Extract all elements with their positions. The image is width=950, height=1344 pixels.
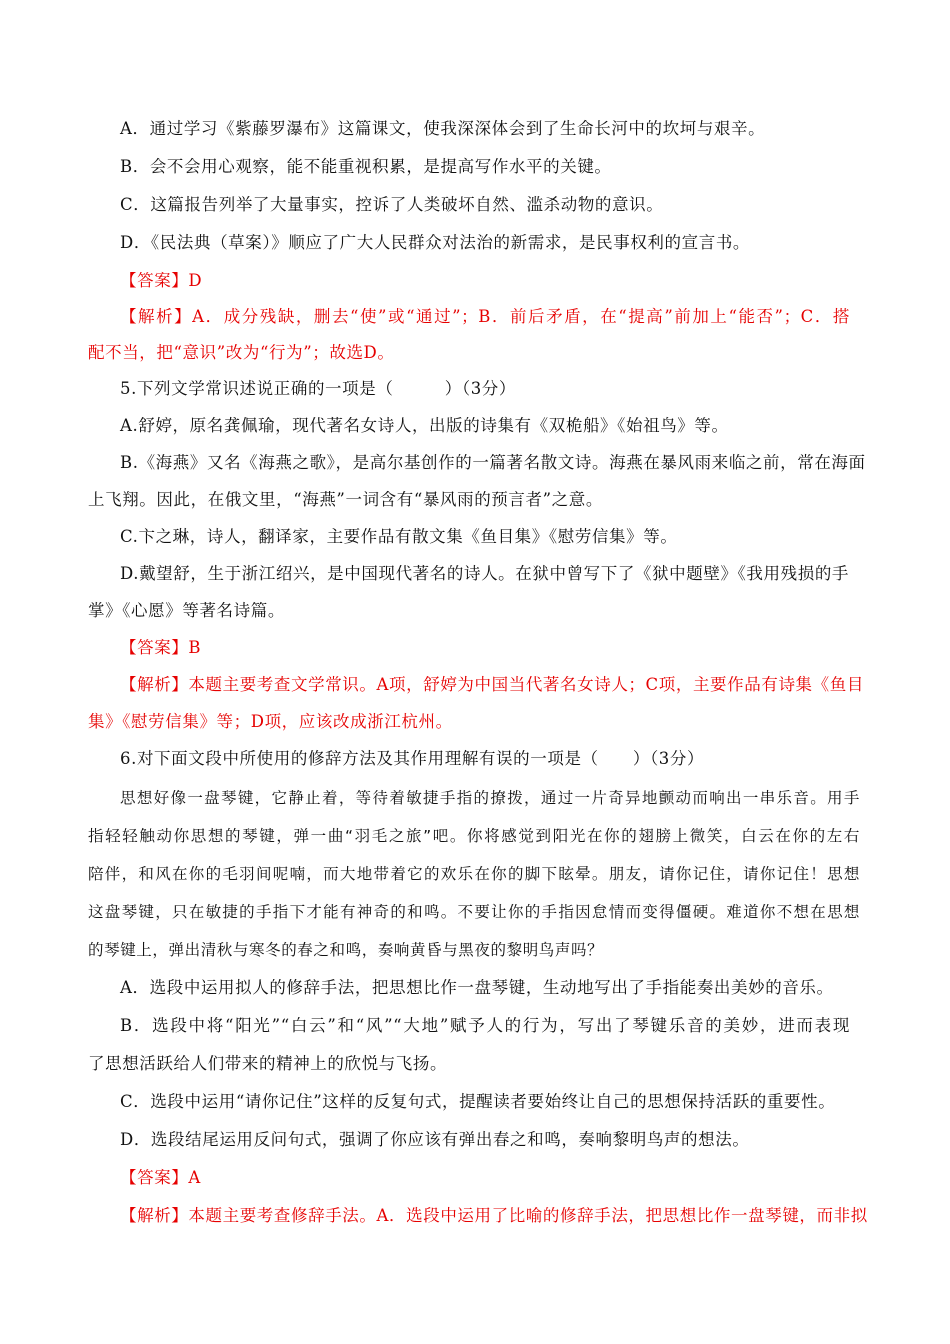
q4-option-c: C．这篇报告列举了大量事实，控诉了人类破坏自然、滥杀动物的意识。: [120, 195, 664, 214]
q6-option-a: A．选段中运用拟人的修辞手法，把思想比作一盘琴键，生动地写出了手指能奏出美妙的音乐。: [120, 978, 834, 997]
q6-question: 6.对下面文段中所使用的修辞方法及其作用理解有误的一项是（ ）（3分）: [120, 749, 705, 768]
q5-option-b-line-2: 上飞翔。因此，在俄文里，“海燕”一词含有“暴风雨的预言者”之意。: [88, 490, 603, 509]
q6-option-c: C．选段中运用“请你记住”这样的反复句式，提醒读者要始终让自己的思想保持活跃的重要性。: [120, 1092, 836, 1111]
q4-analysis-line-2: 配不当，把“意识”改为“行为”；故选D。: [88, 343, 395, 362]
q5-analysis-line-1: 【解析】本题主要考查文学常识。A项，舒婷为中国当代著名女诗人；C项，主要作品有诗集《鱼目: [120, 675, 864, 694]
q5-question: 5.下列文学常识述说正确的一项是（ ）（3分）: [120, 379, 516, 398]
q6-passage-line-3: 陪伴，和风在你的毛羽间呢喃，而大地带着它的欢乐在你的脚下眩晕。朋友，请你记住，请你记住！思想: [88, 865, 860, 883]
q6-passage-line-2: 指轻轻触动你思想的琴键，弹一曲“羽毛之旅”吧。你将感觉到阳光在你的翅膀上微笑，白云在你的左右: [88, 827, 860, 845]
q4-analysis-line-1: 【解析】A．成分残缺，删去“使”或“通过”；B．前后矛盾，在“提高”前加上“能否”；C．搭: [120, 307, 850, 326]
q6-analysis-line-1: 【解析】本题主要考查修辞手法。A．选段中运用了比喻的修辞手法，把思想比作一盘琴键，而非拟: [120, 1206, 868, 1225]
q6-option-b-line-1: B．选段中将“阳光”“白云”和“风”“大地”赋予人的行为，写出了琴键乐音的美妙，进而表现: [120, 1016, 850, 1035]
q4-option-b: B．会不会用心观察，能不能重视积累，是提高写作水平的关键。: [120, 157, 612, 176]
q5-answer: 【答案】B: [120, 638, 202, 657]
q6-passage-line-4: 这盘琴键，只在敏捷的手指下才能有神奇的和鸣。不要让你的手指因怠情而变得僵硬。难道你不想在思想: [88, 903, 860, 921]
q6-option-d: D．选段结尾运用反问句式，强调了你应该有弹出春之和鸣，奏响黎明鸟声的想法。: [120, 1130, 750, 1149]
q5-option-c: C.卞之琳，诗人，翻译家，主要作品有散文集《鱼目集》《慰劳信集》等。: [120, 527, 678, 546]
q5-analysis-line-2: 集》《慰劳信集》等；D项，应该改成浙江杭州。: [88, 712, 453, 731]
q6-passage-line-5: 的琴键上，弹出清秋与寒冬的春之和鸣，奏响黄昏与黑夜的黎明鸟声吗？: [88, 941, 604, 959]
q6-option-b-line-2: 了思想活跃给人们带来的精神上的欣悦与飞扬。: [88, 1054, 448, 1073]
q5-option-d-line-1: D.戴望舒，生于浙江绍兴，是中国现代著名的诗人。在狱中曾写下了《狱中题壁》《我用残损的手: [120, 564, 850, 583]
q4-option-d: D．《民法典（草案）》顺应了广大人民群众对法治的新需求，是民事权利的宣言书。: [120, 233, 751, 252]
q5-option-a: A.舒婷，原名龚佩瑜，现代著名女诗人，出版的诗集有《双桅船》《始祖鸟》等。: [120, 416, 729, 435]
q6-answer: 【答案】A: [120, 1168, 201, 1187]
q4-option-a: A．通过学习《紫藤罗瀑布》这篇课文，使我深深体会到了生命长河中的坎坷与艰辛。: [120, 119, 766, 138]
q5-option-d-line-2: 掌》《心愿》等著名诗篇。: [88, 601, 285, 620]
q6-passage-line-1: 思想好像一盘琴键，它静止着，等待着敏捷手指的撩拨，通过一片奇异地颤动而响出一串乐音。用手: [120, 789, 860, 807]
q5-option-b-line-1: B.《海燕》又名《海燕之歌》，是高尔基创作的一篇著名散文诗。海燕在暴风雨来临之前，常在海面: [120, 453, 866, 472]
q4-answer: 【答案】D: [120, 271, 203, 290]
